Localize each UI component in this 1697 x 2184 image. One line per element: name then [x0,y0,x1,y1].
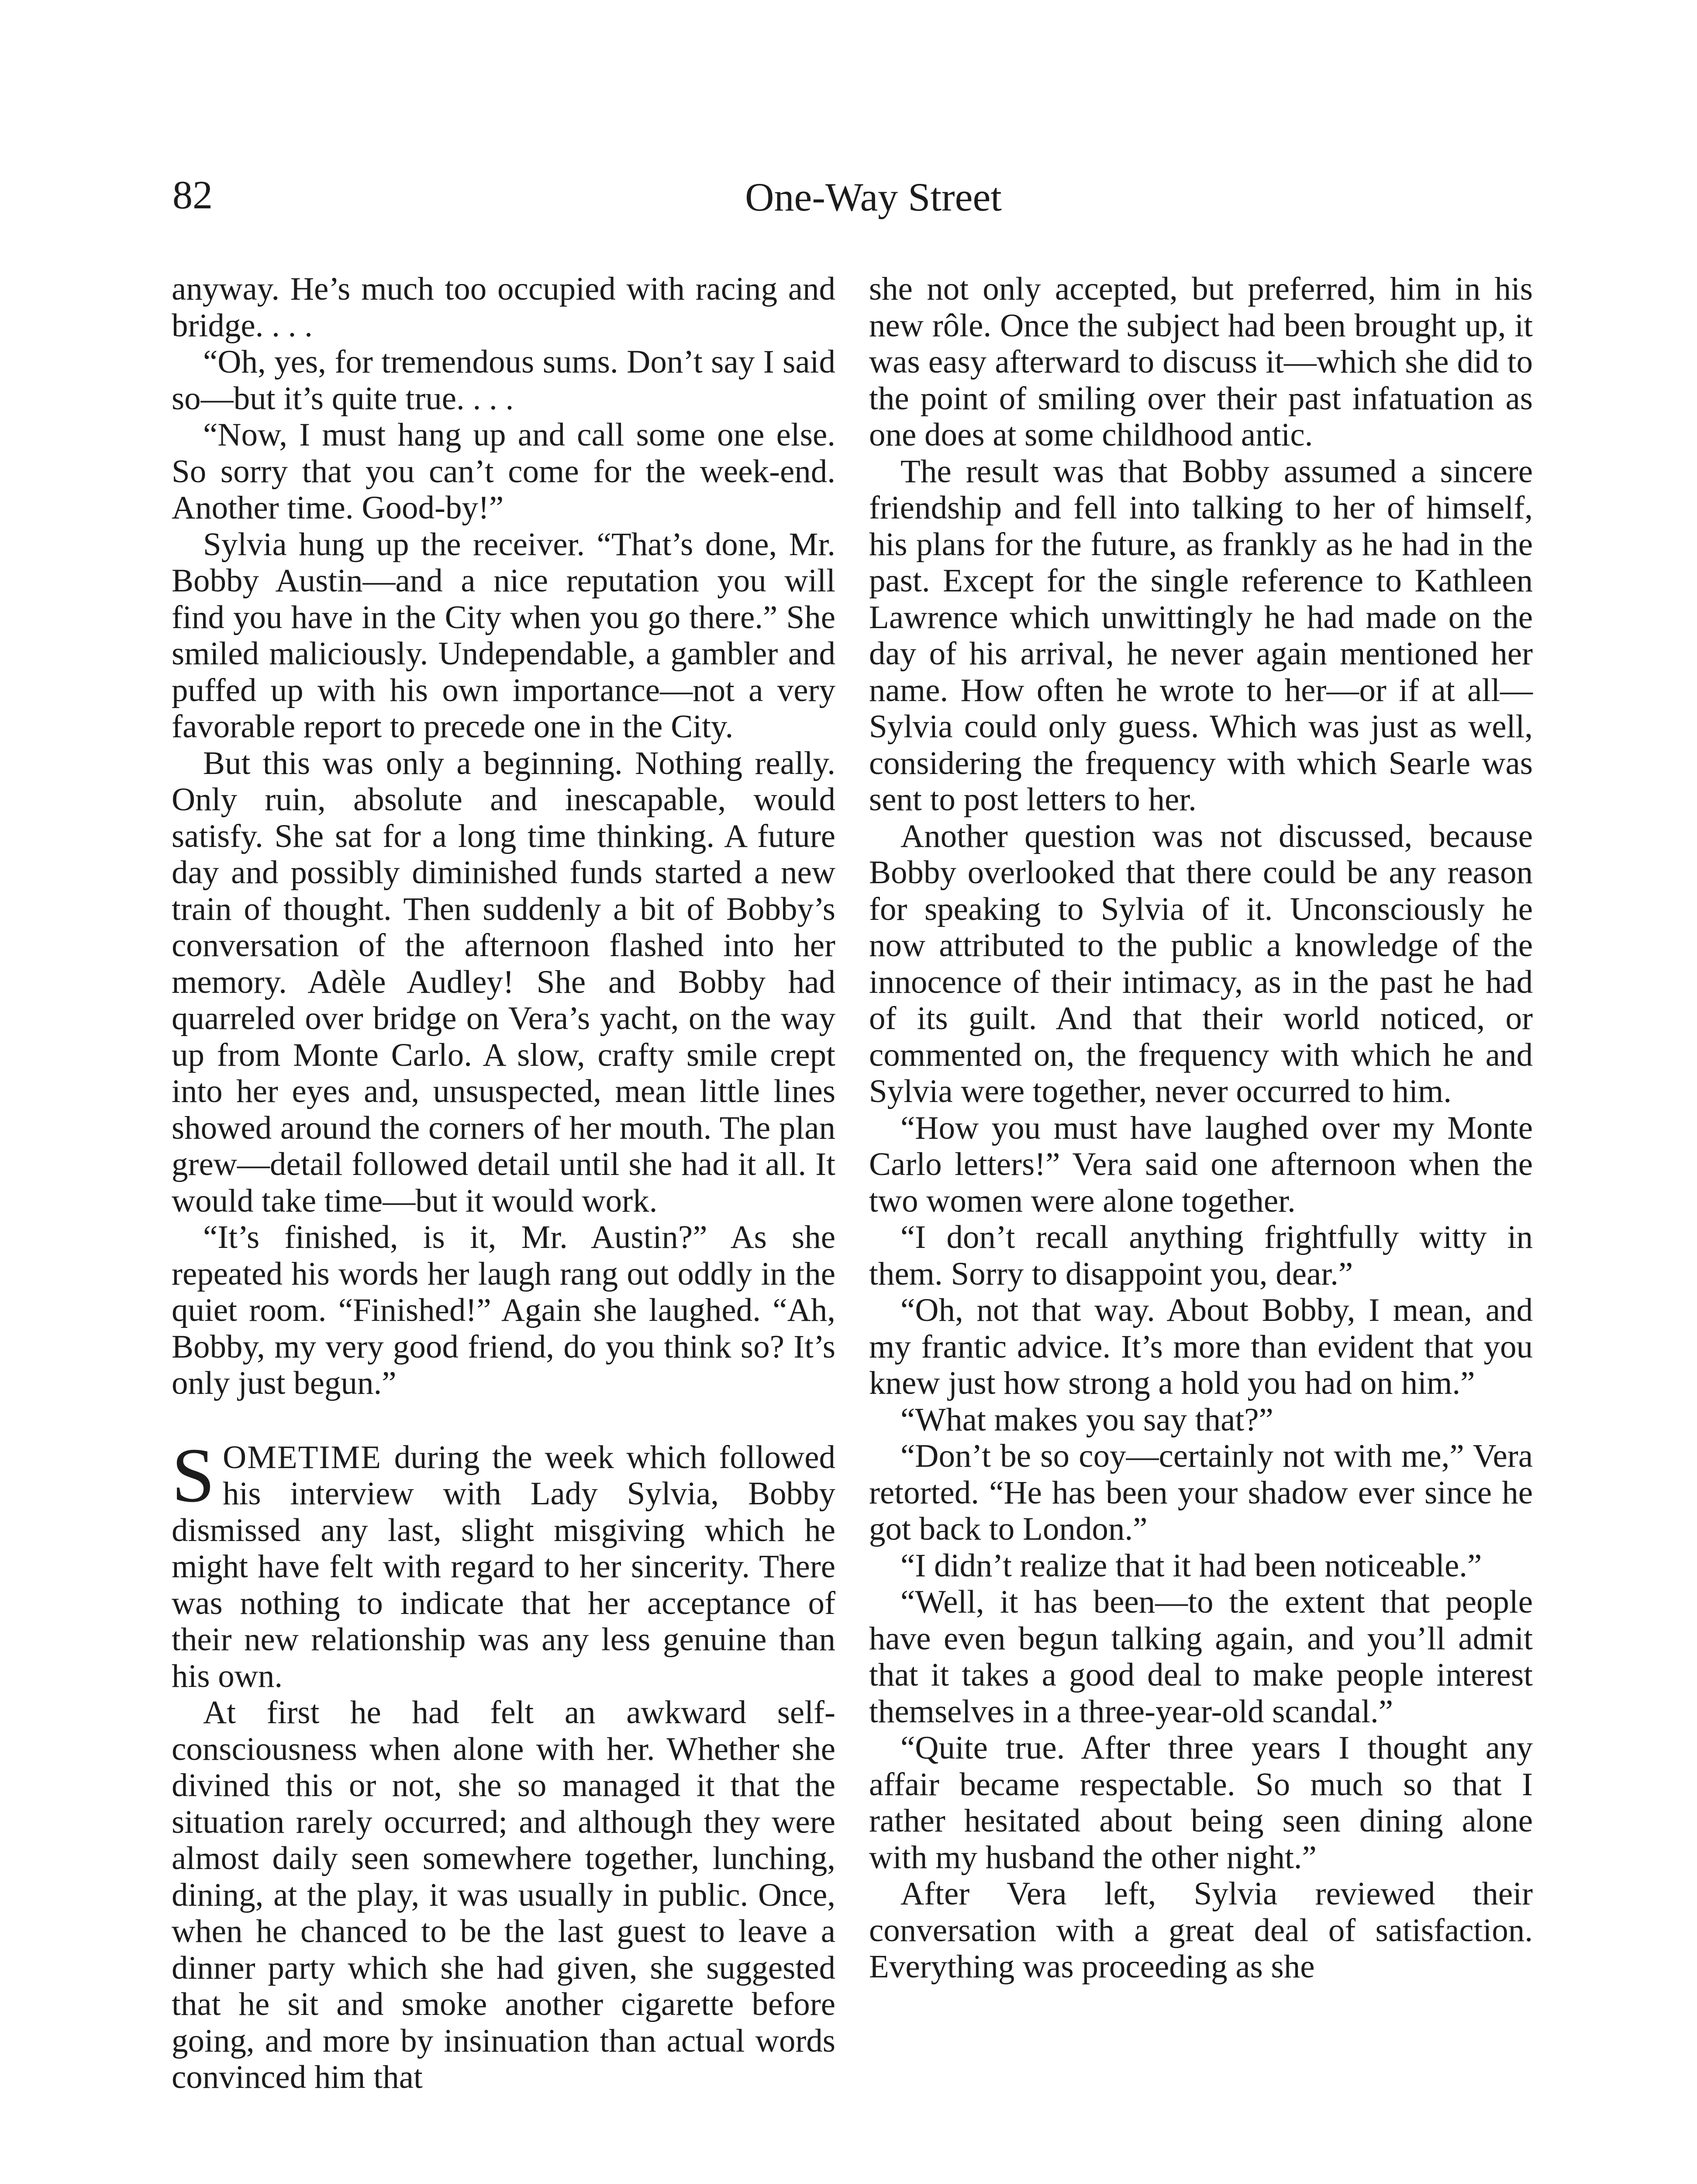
paragraph: “What makes you say that?” [900,1401,1273,1438]
paragraph: “How you must have laughed over my Monte Carlo letters!” Vera said one afternoon when the two women were alone together. [869,1109,1533,1219]
running-title: One-Way Street [745,175,1002,219]
paragraph: “Well, it has been—to the extent that people have even begun talking again, and you’ll admit that it takes a good deal to make people interest themselves in a three-year-old scandal.” [869,1584,1533,1730]
paragraph: Another question was not discussed, because Bobby overlooked that there could be any reason for speaking to Sylvia of it. Unconsciously he now attributed to the public a knowledge of the innocence of their intimacy, as in the past he had of its guilt. And that their world noticed, or commented on, the frequency with which he and Sylvia were together, never occurred to him. [869,818,1533,1109]
paragraph: “Oh, yes, for tremendous sums. Don’t say I said so—but it’s quite true. . . . [172,344,835,417]
paragraph: “I didn’t realize that it had been noticeable.” [900,1547,1482,1584]
paragraph: “Oh, not that way. About Bobby, I mean, and my frantic advice. It’s more than evident that you knew just how strong a hold you had on him.” [869,1292,1533,1401]
paragraph: “It’s finished, is it, Mr. Austin?” As she repeated his words her laugh rang out oddly in the quiet room. “Finished!” Again she laughed. “Ah, Bobby, my very good friend, do you think so? It’s only just begun.” [172,1219,835,1401]
paragraph: The result was that Bobby assumed a sincere friendship and fell into talking to her of himself, his plans for the future, as frankly as he had in the past. Except for the single reference to Kathleen Lawrence which unwittingly he had made on the day of his arrival, he never again mentioned her name. How often he wrote to her—or if at all—Sylvia could only guess. Which was just as well, considering the frequency with which Searle was sent to post letters to her. [869,453,1533,818]
paragraph: “Now, I must hang up and call some one else. So sorry that you can’t come for the week-end. Another time. Good-by!” [172,417,835,526]
paragraph: she not only accepted, but preferred, him in his new rôle. Once the subject had been brought up, it was easy afterward to discuss it—which she did to the point of smiling over their past infatuation as one does at some childhood antic. [869,271,1533,453]
paragraph: After Vera left, Sylvia reviewed their conversation with a great deal of satisfaction. Everything was proceeding as she [869,1876,1533,1985]
section-paragraph-text: during the week which followed his interview with Lady Sylvia, Bobby dismissed any last, slight misgiving which he might have felt with regard to her sincerity. There was nothing to indicate that her acceptance of their new relationship was any less genuine than his own. [172,1439,835,1694]
page-number: 82 [172,173,213,217]
paragraph: Sylvia hung up the receiver. “That’s done, Mr. Bobby Austin—and a nice reputation you will find you have in the City when you go there.” She smiled maliciously. Undependable, a gambler and puffed up with his own importance—not a very favorable report to precede one in the City. [172,526,835,745]
paragraph: “Don’t be so coy—certainly not with me,” Vera retorted. “He has been your shadow ever since he got back to London.” [869,1438,1533,1547]
paragraph: anyway. He’s much too occupied with racing and bridge. . . . [172,271,835,344]
section-opening-paragraph [172,1431,835,1695]
drop-cap: S [172,1431,215,1518]
paragraph: “Quite true. After three years I thought any affair became respectable. So much so that I rather hesitated about being seen dining alone with my husband the other night.” [869,1730,1533,1876]
right-column [869,271,1533,1985]
section-first-word: OMETIME [223,1439,382,1476]
paragraph: But this was only a beginning. Nothing really. Only ruin, absolute and inescapable, would satisfy. She sat for a long time thinking. A future day and possibly diminished funds started a new train of thought. Then suddenly a bit of Bobby’s conversation of the afternoon flashed into her memory. Adèle Audley! She and Bobby had quarreled over bridge on Vera’s yacht, on the way up from Monte Carlo. A slow, crafty smile crept into her eyes and, unsuspected, mean little lines showed around the corners of her mouth. The plan grew—detail followed detail until she had it all. It would take time—but it would work. [172,745,835,1219]
left-column [172,271,835,2096]
paragraph: “I don’t recall anything frightfully witty in them. Sorry to disappoint you, dear.” [869,1219,1533,1292]
paragraph: At first he had felt an awkward self-consciousness when alone with her. Whether she divined this or not, she so managed it that the situation rarely occurred; and although they were almost daily seen somewhere together, lunching, dining, at the play, it was usually in public. Once, when he chanced to be the last guest to leave a dinner party which she had given, she suggested that he sit and smoke another cigarette before going, and more by insinuation than actual words convinced him that [172,1694,835,2095]
